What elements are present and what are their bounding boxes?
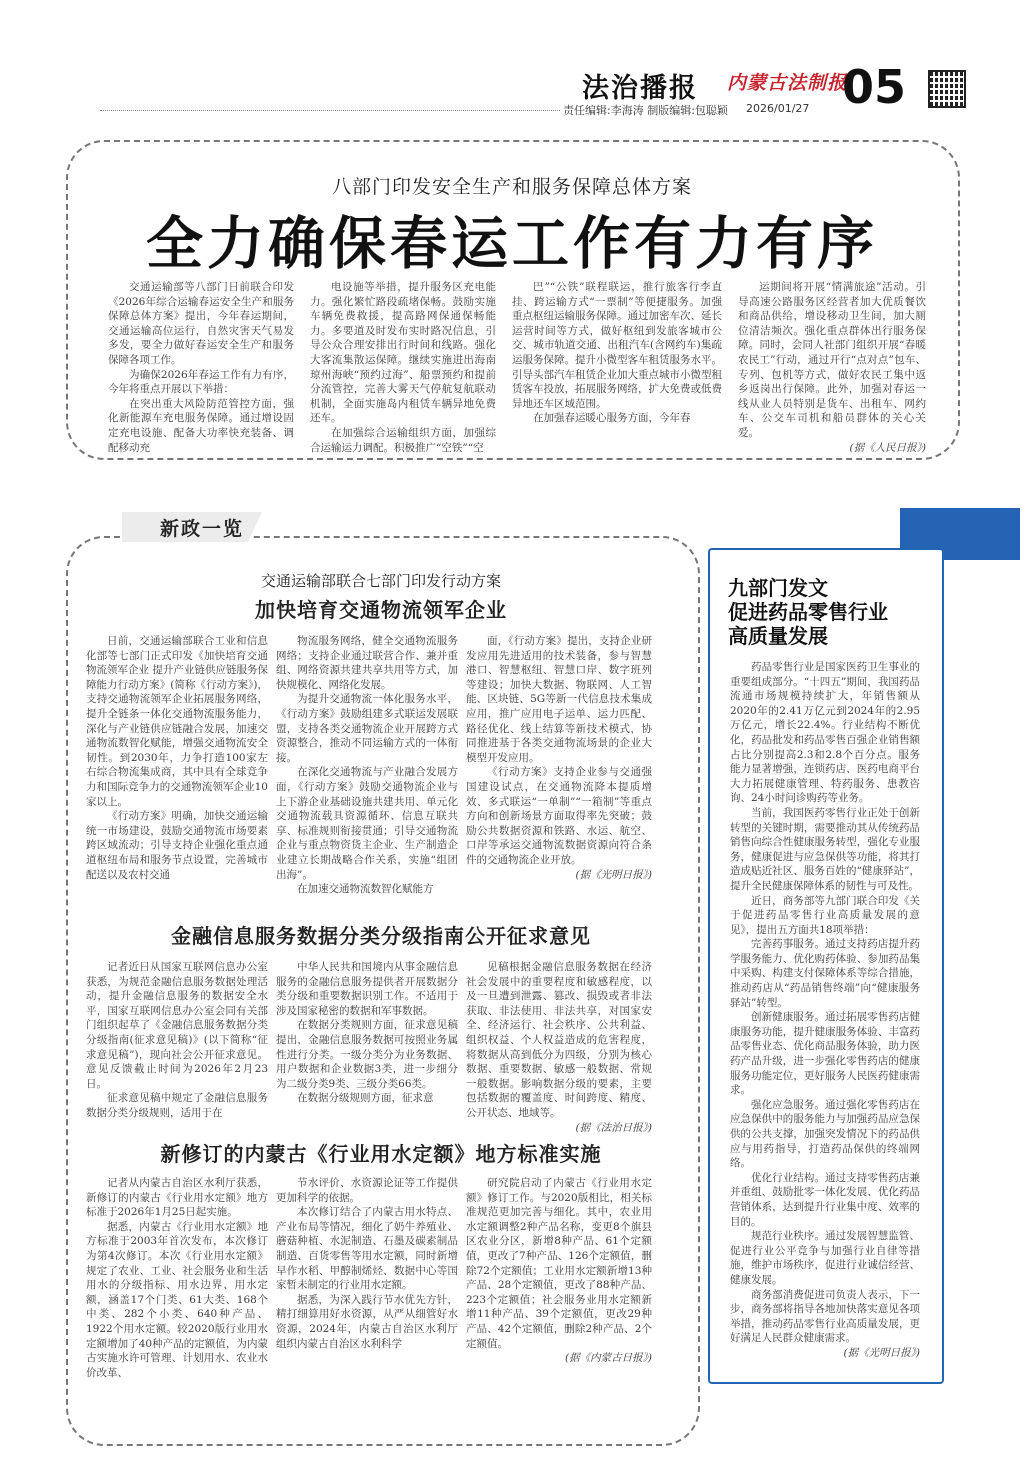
paragraph: 在突出重大风险防范管控方面，强化新能源车充电服务保障。通过增设固定充电设施、配备大功率快充装备、调配移动充 xyxy=(108,397,294,454)
article3-column-1 xyxy=(86,1176,268,1380)
source-credit: (据《光明日报》) xyxy=(843,1346,920,1359)
issue-date: 2026/01/27 xyxy=(746,102,810,115)
paragraph: 日前，交通运输部联合工业和信息化部等七部门正式印发《加快培育交通物流领军企业 提升产业链供应链服务保障能力行动方案》(简称《行动方案》)，支持交通物流领军企业拓展服务网络，提升全链条一体化交通物流服务能力，深化与产业链供应链融合发展，加速交通物流数智化赋能，增强交通物流安全韧性。到2030年，力争打造100家左右综合物流集成商，其中具有全球竞争力和国际竞争力的交通物流领军企业10家以上。 xyxy=(86,635,268,808)
lead-column-2 xyxy=(310,280,496,455)
paragraph: 本次修订结合了内蒙古用水特点、产业布局等情况，细化了奶牛养殖业、蘑菇种植、水泥制造、石墨及碳素制品制造、百货零售等用水定额，同时新增早作水稻、甲醇制烯烃、数据中心等国家暂未制定的行业用水定额。 xyxy=(276,1206,458,1292)
lead-headline: 全力确保春运工作有力有序 xyxy=(146,210,878,277)
article1-column-2 xyxy=(276,634,458,897)
editors-credit: 责任编辑:李海涛 制版编辑:包聪颖 xyxy=(563,104,728,117)
paragraph: 据悉，内蒙古《行业用水定额》地方标准于2003年首次发布，本次修订为第4次修订。本次《行业用水定额》规定了农业、工业、社会服务业和生活用水的分级指标、用水边界、用水定额，涵盖17个门类、61大类、168个中类、282个小类、640种产品、1922个用水定额。较2020版行业用水定额增加了40种产品的定额值，为内蒙古实施水许可管理、计划用水、农业水价改革、 xyxy=(86,1220,268,1379)
paragraph: 电设施等举措，提升服务区充电能力。强化繁忙路段疏堵保畅。鼓励实施车辆免费救援，提高路网保通保畅能力。多要道及时发布实时路况信息，引导公众合理安排出行时间和线路。强化大客流集散运保障。继续实施进出海南琼州海峡“预约过海”、船票预约和提前分流管控，完善大雾天气停航复航联动机制，全面实施岛内租赁车辆异地免费还车。 xyxy=(310,281,496,425)
paragraph: 巴”“公铁”联程联运，推行旅客行李直挂、跨运输方式“一票制”等便捷服务。加强重点枢纽运输服务保障。通过加密车次、延长运营时间等方式，做好枢纽到发旅客城市公交、城市轨道交通、出租汽车(含网约车)集疏运服务保障。提升小微型客车租赁服务水平。引导头部汽车租赁企业加大重点城市小微型租赁客车投放，拓展服务网络，扩大免费或低费异地还车区域范围。 xyxy=(512,281,722,410)
source-credit: (据《内蒙古日报》) xyxy=(565,1352,652,1365)
article2-column-3 xyxy=(466,960,652,1135)
sidebar-body xyxy=(730,660,920,1361)
paragraph: 中华人民共和国境内从事金融信息服务的金融信息服务提供者开展数据分类分级和重要数据识别工作。不适用于涉及国家秘密的数据和军事数据。 xyxy=(276,961,458,1017)
paragraph: 为确保2026年春运工作有力有序，今年将重点开展以下举措： xyxy=(108,368,294,396)
paragraph: 在加强春运暖心服务方面，今年春 xyxy=(533,412,691,425)
article2-column-1 xyxy=(86,960,268,1121)
sidebar-headline: 九部门发文 促进药品零售行业 高质量发展 xyxy=(728,576,888,648)
lead-subtitle: 八部门印发安全生产和服务保障总体方案 xyxy=(331,176,692,198)
paragraph: 记者近日从国家互联网信息办公室获悉，为规范金融信息服务数据处理活动，提升金融信息服务的数据安全水平，国家互联网信息办公室会同有关部门组织起草了《金融信息服务数据分类分级指南(征求意见稿)》(以下简称“征求意见稿”)，现向社会公开征求意见。意见反馈截止时间为2026年2月23日。 xyxy=(86,961,268,1090)
paragraph: 《行动方案》支持企业参与交通强国建设试点，在交通物流降本提质增效、多式联运“一单制”“一箱制”等重点方向和创新场景方面取得率先突破；鼓励公共数据资源和铁路、水运、航空、口岸等承运交通物流数据资源向符合条件的交通物流企业开放。 xyxy=(466,766,652,866)
article1-headline: 加快培育交通物流领军企业 xyxy=(255,598,507,622)
article3-headline: 新修订的内蒙古《行业用水定额》地方标准实施 xyxy=(160,1142,602,1166)
paragraph: 据悉，为深入践行节水优先方针，精打细算用好水资源，从严从细管好水资源，2024年，内蒙古自治区水利厅组织内蒙古自治区水利科学 xyxy=(276,1293,458,1350)
paragraph: 征求意见稿中规定了金融信息服务数据分类分级规则，适用于在 xyxy=(86,1092,268,1119)
paragraph: 完善药事服务。通过支持药店提升药学服务能力、优化购药体验、参加药品集中采购、构建支付保障体系等综合措施，推动药店从“药品销售终端”向“健康服务驿站”转型。 xyxy=(730,938,920,1009)
newspaper-logo: 内蒙古法制报 xyxy=(727,72,848,94)
source-credit: (据《光明日报》) xyxy=(575,868,652,881)
section-tag: 新政一览 xyxy=(160,518,245,540)
lead-column-4 xyxy=(738,280,926,455)
paragraph: 规范行业秩序。通过发展智慧监管、促进行业公平竞争与加强行业自律等措施，维护市场秩序，促进行业诚信经营、健康发展。 xyxy=(730,1230,920,1286)
qr-code-icon[interactable] xyxy=(928,70,966,108)
source-credit: (据《人民日报》) xyxy=(849,441,926,454)
paragraph: 研究院启动了内蒙古《行业用水定额》修订工作。与2020版相比，相关标准规范更加完善与细化。其中，农业用水定额调整2种产品名称，变更8个旗县区农业分区，新增8种产品、61个定额值，更改了7种产品、126个定额值，删除72个定额值；工业用水定额新增13种产品、28个定额值，更改了88种产品、223个定额值；社会服务业用水定额新增11种产品、39个定额值，更改29种产品、42个定额值，删除2种产品、2个定额值。 xyxy=(466,1177,652,1350)
paragraph: 在深化交通物流与产业融合发展方面，《行动方案》鼓励交通物流企业与上下游企业基础设施共建共用、单元化交通物流载具资源循环、信息互联共享、标准规则衔接贯通；引导交通物流企业与重点物资货主企业、生产制造企业建立长期战略合作关系，实施“组团出海”。 xyxy=(276,766,458,881)
paragraph: 近日，商务部等九部门联合印发《关于促进药品零售行业高质量发展的意见》，提出五方面共18项举措： xyxy=(730,894,920,936)
paragraph: 药品零售行业是国家医药卫生事业的重要组成部分。“十四五”期间，我国药品流通市场规模持续扩大，年销售额从2020年的2.41万亿元到2024年的2.95万亿元，增长22.4%。行业结构不断优化，药品批发和药品零售百强企业销售额占比分别提高2.3和2.8个百分点。服务能力显著增强，连锁药店、医药电商平台大力拓展健康管理、特药服务、患教咨询、24小时问诊购药等业务。 xyxy=(730,661,920,805)
article2-headline: 金融信息服务数据分类分级指南公开征求意见 xyxy=(171,924,591,948)
paragraph: 为提升交通物流一体化服务水平，《行动方案》鼓励组建多式联运发展联盟，支持各类交通物流企业开展跨方式资源整合，推动不同运输方式的一体衔接。 xyxy=(276,693,458,764)
paragraph: 交通运输部等八部门日前联合印发《2026年综合运输春运安全生产和服务保障总体方案》提出，今年春运期间，交通运输高位运行，自然灾害天气易发多发，要全力做好春运安全生产和服务保障各项工作。 xyxy=(108,281,294,366)
paragraph: 《行动方案》明确，加快交通运输统一市场建设，鼓励交通物流市场要素跨区域流动；引导支持企业强化重点通道枢纽布局和服务节点设置，完善城市配送以及农村交通 xyxy=(86,810,268,881)
paragraph: 运期间将开展“情满旅途”活动。引导高速公路服务区经营者加大优质餐饮和商品供给，增设移动卫生间，加大厕位清洁频次。强化重点群体出行服务保障。同时，会同人社部门组织开展“春暖农民工”行动，通过开行“点对点”包车、专列、包机等方式，做好农民工集中返乡返岗出行保障。此外，加强对春运一线从业人员特别是货车、出租车、网约车、公交车司机和船员群体的关心关爱。 xyxy=(738,281,926,439)
article2-column-2 xyxy=(276,960,458,1106)
paragraph: 节水评价、水资源论证等工作提供更加科学的依据。 xyxy=(276,1177,458,1204)
article1-subtitle: 交通运输部联合七部门印发行动方案 xyxy=(260,572,501,590)
paragraph: 在数据分级规则方面，征求意 xyxy=(297,1092,434,1105)
paragraph: 当前，我国医药零售行业正处于创新转型的关键时期，需要推动其从传统药品销售向综合性健康服务转型，强化专业服务，健康促进与应急保供等功能，将其打造成贴近社区、服务百姓的“健康驿站”，提升全民健康保障体系的韧性与可及性。 xyxy=(730,806,920,892)
paragraph: 创新健康服务。通过拓展零售药店健康服务功能，提升健康服务体验、丰富药品零售业态、优化商品服务体验，助力医药产品升级，进一步强化零售药店的健康服务功能定位，更好服务人民医药健康需求。 xyxy=(730,1011,920,1097)
lead-column-3 xyxy=(512,280,722,426)
paragraph: 商务部消费促进司负责人表示，下一步，商务部将指导各地加快落实意见各项举措，推动药品零售行业高质量发展，更好满足人民群众健康需求。 xyxy=(730,1288,920,1345)
article1-column-3 xyxy=(466,634,652,882)
lead-column-1 xyxy=(108,280,294,455)
paragraph: 见稿根据金融信息服务数据在经济社会发展中的重要程度和敏感程度，以及一旦遭到泄露、篡改、损毁或者非法获取、非法使用、非法共享，对国家安全、经济运行、社会秩序、公共利益、组织权益、个人权益造成的危害程度，将数据从高到低分为四级，分别为核心数据、重要数据、敏感一般数据、常规一般数据。影响数据分级的要素，主要包括数据的覆盖度、时间跨度、精度、公开状态、地域等。 xyxy=(466,961,652,1119)
paragraph: 记者从内蒙古自治区水利厅获悉，新修订的内蒙古《行业用水定额》地方标准于2026年1月25日起实施。 xyxy=(86,1177,268,1219)
paragraph: 优化行业结构。通过支持零售药店兼并重组、鼓励批零一体化发展、优化药品营销体系，达到提升行业集中度、效率的目的。 xyxy=(730,1171,920,1228)
paragraph: 面，《行动方案》提出，支持企业研发应用先进适用的技术装备，参与智慧港口、智慧枢纽、智慧口岸、数字班列等建设；加快大数据、物联网、人工智能、区块链、5G等新一代信息技术集成应用，推广应用电子运单、运力匹配、路径优化、线上结算等新技术模式，协同推进基于各类交通物流场景的企业大模型开发应用。 xyxy=(466,635,652,764)
article3-column-2 xyxy=(276,1176,458,1351)
paragraph: 在加强综合运输组织方面，加强综合运输运力调配。积极推广“空铁”“空 xyxy=(310,426,496,454)
source-credit: (据《法治日报》) xyxy=(575,1121,652,1134)
paragraph: 物流服务网络，健全交通物流服务网络；支持企业通过联营合作、兼并重组、网络资源共建共享共用等方式，加快规模化、网络化发展。 xyxy=(276,635,458,691)
page-number: 05 xyxy=(842,60,907,114)
paragraph: 在加速交通物流数智化赋能方 xyxy=(297,883,434,896)
article3-column-3 xyxy=(466,1176,652,1366)
paragraph: 强化应急服务。通过强化零售药店在应急保供中的服务能力与加强药品应急保供的公共支撑，加强突发情况下的药品供应与用药指导，打造药品保供的终端网络。 xyxy=(730,1098,920,1170)
article1-column-1 xyxy=(86,634,268,882)
header-divider xyxy=(100,110,560,111)
section-title: 法治播报 xyxy=(582,73,698,104)
paragraph: 在数据分类规则方面，征求意见稿提出，金融信息服务数据可按照业务属性进行分类。一级分类分为业务数据、用户数据和企业数据3类，进一步细分为二级分类9类、三级分类66类。 xyxy=(276,1019,458,1090)
